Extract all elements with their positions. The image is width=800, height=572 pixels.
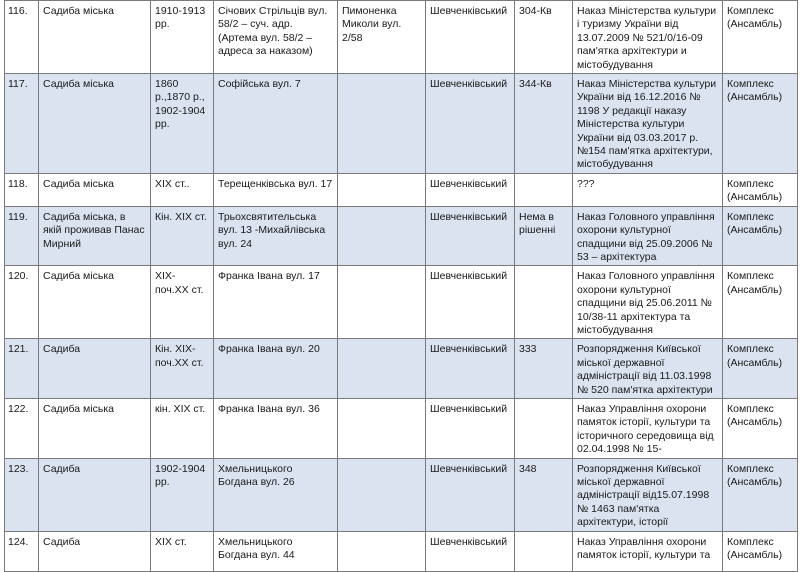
row-number: 118. xyxy=(5,173,39,206)
object-name: Садиба xyxy=(39,339,151,399)
legal-document: Розпорядження Київської міської державної адміністрації від 11.03.1998 № 520 пам'ятка архітектури xyxy=(573,339,723,399)
dating: 1902-1904 рр. xyxy=(151,458,214,531)
row-number: 123. xyxy=(5,458,39,531)
object-name: Садиба xyxy=(39,531,151,571)
district: Шевченківський xyxy=(426,398,515,458)
legal-document: Наказ Управління охорони памяток історії, культури та xyxy=(573,531,723,571)
legal-document: Наказ Головного управління охорони культурної спадщини від 25.06.2011 № 10/38-11 архітектура та містобудування xyxy=(573,266,723,339)
address: Франка Івана вул. 20 xyxy=(214,339,338,399)
table-row xyxy=(5,458,798,531)
district: Шевченківський xyxy=(426,531,515,571)
object-name: Садиба міська xyxy=(39,266,151,339)
object-type: Комплекс (Ансамбль) xyxy=(723,1,798,74)
district: Шевченківський xyxy=(426,74,515,174)
district: Шевченківський xyxy=(426,173,515,206)
legal-document: Наказ Міністерства культури і туризму України від 13.07.2009 № 521/0/16-09 пам'ятка архітектури и містобудування xyxy=(573,1,723,74)
dating: ХІХ-поч.ХХ ст. xyxy=(151,266,214,339)
legal-document: Наказ Управління охорони памяток історії, культури та історичного середовища від 02.04.1998 № 15- xyxy=(573,398,723,458)
dating: Кін. ХІХ ст. xyxy=(151,206,214,266)
row-number: 120. xyxy=(5,266,39,339)
district: Шевченківський xyxy=(426,266,515,339)
address: Софійська вул. 7 xyxy=(214,74,338,174)
alt-address xyxy=(338,458,426,531)
district: Шевченківський xyxy=(426,206,515,266)
alt-address xyxy=(338,266,426,339)
table-row xyxy=(5,339,798,399)
object-name: Садиба міська xyxy=(39,173,151,206)
alt-address xyxy=(338,339,426,399)
alt-address xyxy=(338,531,426,571)
protection-code: Нема в рішенні xyxy=(515,206,573,266)
object-type: Комплекс (Ансамбль) xyxy=(723,173,798,206)
table-row xyxy=(5,74,798,174)
object-name: Садиба міська xyxy=(39,74,151,174)
protection-code: 333 xyxy=(515,339,573,399)
protection-code xyxy=(515,398,573,458)
protection-code xyxy=(515,531,573,571)
address: Хмельницького Богдана вул. 44 xyxy=(214,531,338,571)
row-number: 119. xyxy=(5,206,39,266)
alt-address: Пимоненка Миколи вул. 2/58 xyxy=(338,1,426,74)
address: Трьохсвятительська вул. 13 -Михайлівська вул. 24 xyxy=(214,206,338,266)
alt-address xyxy=(338,206,426,266)
object-name: Садиба міська xyxy=(39,398,151,458)
dating: кін. ХІХ ст. xyxy=(151,398,214,458)
dating: 1910-1913 рр. xyxy=(151,1,214,74)
protection-code xyxy=(515,266,573,339)
row-number: 122. xyxy=(5,398,39,458)
address: Січових Стрільців вул. 58/2 – суч. адр. (Артема вул. 58/2 – адреса за наказом) xyxy=(214,1,338,74)
district: Шевченківський xyxy=(426,339,515,399)
object-name: Садиба міська, в якій проживав Панас Мирний xyxy=(39,206,151,266)
table-row xyxy=(5,206,798,266)
address: Хмельницького Богдана вул. 26 xyxy=(214,458,338,531)
dating: ХІХ ст.. xyxy=(151,173,214,206)
row-number: 124. xyxy=(5,531,39,571)
dating: ХІХ ст. xyxy=(151,531,214,571)
table-row xyxy=(5,173,798,206)
legal-document: ??? xyxy=(573,173,723,206)
legal-document: Наказ Головного управління охорони культурної спадщини від 25.09.2006 № 53 – архітектура xyxy=(573,206,723,266)
object-name: Садиба xyxy=(39,458,151,531)
table-row xyxy=(5,1,798,74)
object-type: Комплекс (Ансамбль) xyxy=(723,74,798,174)
protection-code: 348 xyxy=(515,458,573,531)
row-number: 121. xyxy=(5,339,39,399)
table-row xyxy=(5,531,798,571)
monuments-table xyxy=(4,0,798,572)
legal-document: Розпорядження Київської міської державної адміністрації від15.07.1998 № 1463 пам'ятка архітектури, історії xyxy=(573,458,723,531)
protection-code: 344-Кв xyxy=(515,74,573,174)
dating: 1860 р.,1870 р., 1902-1904 рр. xyxy=(151,74,214,174)
table-row xyxy=(5,398,798,458)
object-type: Комплекс (Ансамбль) xyxy=(723,339,798,399)
table-row xyxy=(5,266,798,339)
alt-address xyxy=(338,398,426,458)
object-name: Садиба міська xyxy=(39,1,151,74)
legal-document: Наказ Міністерства культури України від 16.12.2016 № 1198 У редакції наказу Міністерства культури України від 03.03.2017 р. №154 пам'ятка архітектури, містобудування xyxy=(573,74,723,174)
object-type: Комплекс (Ансамбль) xyxy=(723,398,798,458)
address: Франка Івана вул. 36 xyxy=(214,398,338,458)
address: Франка Івана вул. 17 xyxy=(214,266,338,339)
row-number: 116. xyxy=(5,1,39,74)
object-type: Комплекс (Ансамбль) xyxy=(723,206,798,266)
protection-code: 304-Кв xyxy=(515,1,573,74)
address: Терещенківська вул. 17 xyxy=(214,173,338,206)
alt-address xyxy=(338,74,426,174)
object-type: Комплекс (Ансамбль) xyxy=(723,266,798,339)
district: Шевченківський xyxy=(426,458,515,531)
object-type: Комплекс (Ансамбль) xyxy=(723,531,798,571)
object-type: Комплекс (Ансамбль) xyxy=(723,458,798,531)
alt-address xyxy=(338,173,426,206)
dating: Кін. ХІХ-поч.ХХ ст. xyxy=(151,339,214,399)
district: Шевченківський xyxy=(426,1,515,74)
row-number: 117. xyxy=(5,74,39,174)
protection-code xyxy=(515,173,573,206)
